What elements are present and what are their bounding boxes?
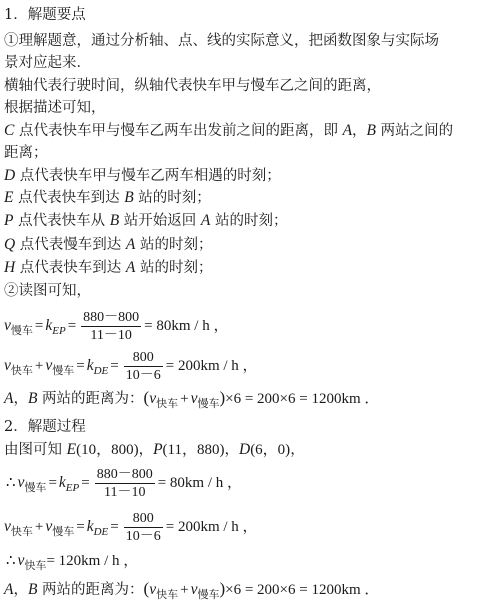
v-symbol: v [17, 552, 25, 569]
section2-heading: 2．解题过程 [4, 419, 86, 435]
point-p-label: P [153, 441, 163, 458]
point-c-line [4, 121, 453, 141]
intro-line-2: 景对应起来． [4, 55, 91, 71]
distance-result: ×6 = 200×6 = 1200km ． [225, 391, 380, 407]
station-a-label: A [4, 390, 14, 407]
k-symbol: k [58, 474, 66, 491]
fraction-numerator: 880－800 [83, 309, 140, 325]
formula-slow-speed-1 [4, 306, 228, 347]
point-d-line [4, 166, 281, 186]
point-d-text: 点代表快车甲与慢车乙两车相遇的时刻； [15, 168, 281, 184]
point-e-label: E [4, 189, 14, 206]
equals-sign: = [67, 318, 77, 334]
point-q-station: A [125, 236, 136, 253]
close-paren: ) [219, 579, 226, 598]
fast-speed-result [4, 551, 138, 572]
fraction-2 [124, 349, 163, 384]
fraction-denominator: 10－6 [125, 367, 161, 383]
section1-heading: 1．解题要点 [4, 7, 86, 23]
fraction-3 [95, 466, 155, 501]
v-symbol: v [45, 518, 53, 535]
plus-sign: + [34, 519, 44, 535]
point-h-text-b: 站的时刻； [135, 260, 213, 276]
fast-subscript: 快车 [156, 588, 179, 601]
fraction-numerator: 800 [124, 510, 163, 528]
v-symbol: v [45, 357, 53, 374]
separator: ， [224, 442, 239, 458]
point-p-station-1: B [109, 212, 120, 229]
slow-subscript: 慢车 [197, 397, 220, 410]
point-q-text-b: 站的时刻； [135, 237, 213, 253]
point-p-label: P [4, 212, 14, 229]
point-p-station-2: A [200, 212, 211, 229]
known-prefix: 由图可知 [4, 442, 67, 458]
point-e-coords: (10，800) [76, 442, 139, 458]
point-c-line-cont: 距离； [4, 145, 48, 161]
fraction-numerator: 880－800 [96, 466, 153, 482]
point-p-coords: (11，880) [162, 442, 225, 458]
v-symbol: v [4, 518, 11, 535]
point-c-text-b: 两站之间的 [376, 123, 454, 139]
fast-speed-value: = 120km / h ， [46, 553, 139, 569]
point-e-text-b: 站的时刻； [133, 190, 211, 206]
close-paren: ) [219, 388, 226, 407]
formula-sum-speed-1 [4, 346, 258, 387]
open-paren: ( [143, 388, 150, 407]
de-subscript: DE [93, 526, 109, 538]
fraction-denominator: 10－6 [125, 528, 161, 544]
comma: ， [13, 391, 28, 407]
equals-sign: = [81, 475, 90, 491]
point-h-line [4, 258, 213, 278]
formula-result: = 200km / h ， [165, 519, 258, 535]
point-h-text-a: 点代表快车到达 [15, 260, 126, 276]
plus-sign: + [180, 582, 189, 598]
station-b-label: B [27, 581, 38, 598]
equals-sign: = [110, 519, 119, 535]
therefore-symbol: ∴ [6, 553, 16, 569]
point-e-line [4, 188, 211, 208]
equals-sign: = [76, 358, 85, 374]
v-symbol: v [149, 581, 157, 598]
separator: ， [138, 442, 154, 458]
slow-subscript: 慢车 [24, 481, 47, 494]
point-c-text-a: 点代表快车甲与慢车乙两车出发前之间的距离，即 [14, 123, 343, 139]
ep-subscript: EP [65, 482, 80, 494]
plus-sign: + [180, 391, 189, 407]
slow-subscript: 慢车 [10, 324, 33, 337]
fast-subscript: 快车 [24, 559, 47, 572]
v-symbol: v [4, 357, 11, 374]
read-graph-text: ②读图可知， [4, 283, 91, 299]
formula-result: = 200km / h ， [165, 358, 258, 374]
distance-text: 两站的距离为： [37, 391, 144, 407]
equals-sign: = [76, 519, 85, 535]
point-h-station: A [125, 259, 136, 276]
fast-subscript: 快车 [156, 397, 179, 410]
v-symbol: v [190, 581, 198, 598]
distance-result: ×6 = 200×6 = 1200km ． [225, 582, 380, 598]
point-h-label: H [4, 259, 16, 276]
point-p-text-c: 站的时刻； [210, 213, 288, 229]
point-p-text-b: 站开始返回 [119, 213, 201, 229]
known-points-line [4, 440, 305, 460]
point-d-label: D [4, 167, 16, 184]
formula-result: = 80km / h ， [157, 475, 243, 491]
according-text: 根据描述可知， [4, 100, 106, 116]
distance-text: 两站的距离为： [37, 582, 144, 598]
station-b-label: B [27, 390, 38, 407]
k-symbol: k [86, 357, 94, 374]
separator: ， [290, 442, 305, 458]
point-e-label: E [66, 441, 77, 458]
slow-subscript: 慢车 [52, 364, 75, 377]
point-q-text-a: 点代表慢车到达 [15, 237, 126, 253]
k-symbol: k [45, 317, 53, 334]
fraction-numerator: 800 [124, 349, 163, 367]
station-a-label: A [4, 581, 14, 598]
point-p-line [4, 211, 287, 231]
v-symbol: v [149, 390, 157, 407]
v-symbol: v [17, 474, 25, 491]
slow-subscript: 慢车 [197, 588, 220, 601]
station-b-label: B [366, 122, 376, 139]
point-q-label: Q [4, 236, 16, 253]
fraction-denominator: 11－10 [103, 484, 146, 500]
point-d-coords: (6，0) [250, 442, 291, 458]
point-d-label: D [238, 441, 251, 458]
distance-line-2 [4, 579, 379, 601]
equals-sign: = [110, 358, 119, 374]
fraction-denominator: 11－10 [90, 327, 132, 343]
intro-line-1: ①理解题意，通过分析轴、点、线的实际意义，把函数图象与实际场 [4, 33, 439, 49]
v-symbol: v [190, 390, 198, 407]
station-a-label: A [342, 122, 353, 139]
point-c-label: C [4, 122, 15, 139]
therefore-symbol: ∴ [6, 475, 16, 491]
point-e-station: B [124, 189, 134, 206]
formula-slow-speed-2 [4, 463, 242, 504]
fraction-1 [81, 309, 141, 344]
open-paren: ( [143, 579, 150, 598]
axes-description: 横轴代表行驶时间，纵轴代表快车甲与慢车乙之间的距离， [4, 78, 381, 94]
k-symbol: k [86, 518, 94, 535]
point-e-text-a: 点代表快车到达 [13, 190, 125, 206]
equals-sign: = [34, 318, 44, 334]
equals-sign: = [48, 475, 57, 491]
slow-subscript: 慢车 [52, 525, 75, 538]
plus-sign: + [34, 358, 44, 374]
fast-subscript: 快车 [10, 364, 33, 377]
fraction-4 [124, 510, 163, 545]
fast-subscript: 快车 [10, 525, 33, 538]
v-symbol: v [4, 317, 11, 334]
de-subscript: DE [93, 365, 109, 377]
distance-line-1 [4, 388, 379, 410]
comma: ， [13, 582, 28, 598]
formula-result: = 80km / h ， [144, 318, 229, 334]
point-p-text-a: 点代表快车从 [13, 213, 110, 229]
point-q-line [4, 235, 213, 255]
ep-subscript: EP [52, 325, 66, 337]
formula-sum-speed-2 [4, 507, 258, 548]
point-c-comma: ， [352, 123, 367, 139]
